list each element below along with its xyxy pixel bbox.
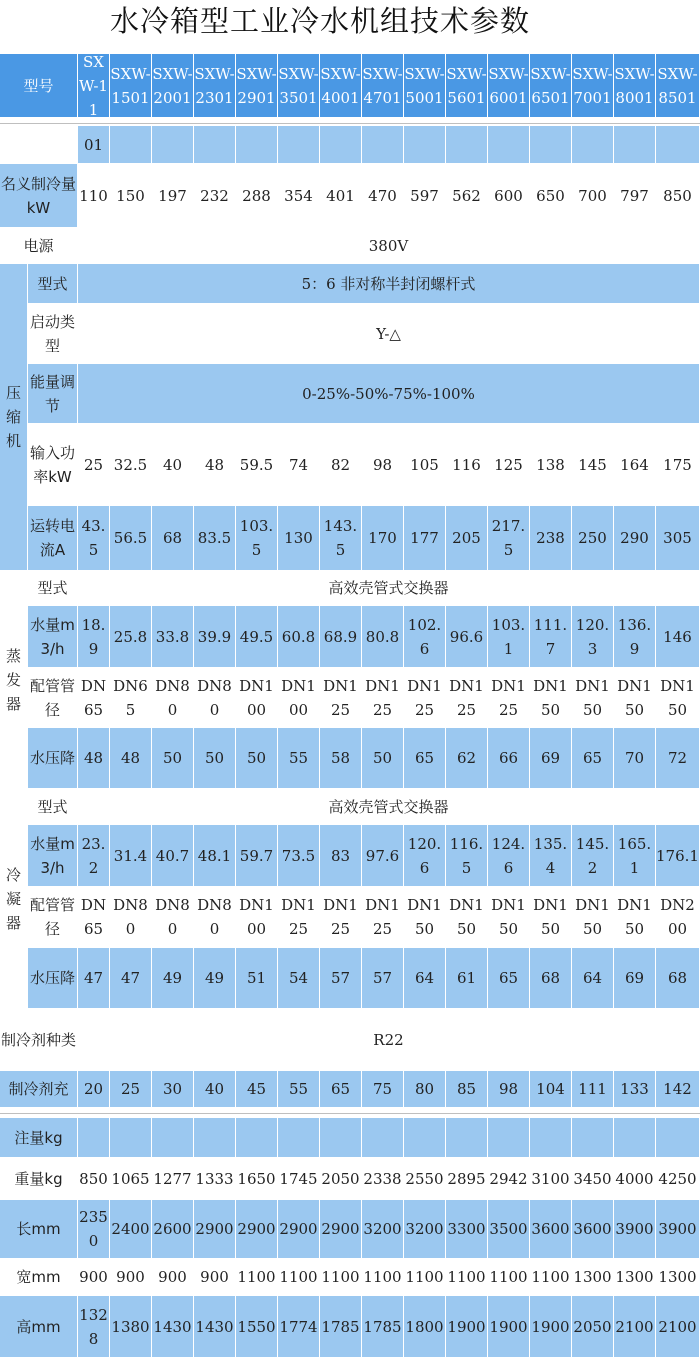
evap-drop-value: 72: [656, 728, 700, 789]
length-value: 2400: [110, 1200, 152, 1259]
capacity-value: 0-25%-50%-75%-100%: [78, 364, 700, 424]
header-label: 型号: [0, 54, 78, 118]
compressor-type-value: 5：6 非对称半封闭螺杆式: [78, 264, 700, 304]
row-label-evap-pipe: 配管管径: [28, 668, 78, 728]
evap-water-value: 33.8: [152, 606, 194, 668]
current-value: 83.5: [194, 506, 236, 571]
blank-cell: [278, 1118, 320, 1158]
length-value: 3200: [362, 1200, 404, 1259]
evap-drop-value: 65: [404, 728, 446, 789]
width-value: 900: [194, 1259, 236, 1296]
evap-pipe-value: DN150: [656, 668, 700, 728]
height-value: 1785: [362, 1296, 404, 1358]
evap-water-value: 102.6: [404, 606, 446, 668]
evap-pipe-value: DN150: [530, 668, 572, 728]
input-power-value: 105: [404, 424, 446, 506]
cond-pipe-value: DN150: [488, 887, 530, 948]
cooling-value: 110: [78, 164, 110, 228]
evap-drop-value: 50: [194, 728, 236, 789]
cond-drop-value: 51: [236, 948, 278, 1009]
weight-value: 2942: [488, 1158, 530, 1200]
cond-drop-value: 54: [278, 948, 320, 1009]
model-header: SXW-8501: [656, 54, 700, 118]
input-power-value: 32.5: [110, 424, 152, 506]
input-power-value: 74: [278, 424, 320, 506]
cooling-value: 797: [614, 164, 656, 228]
cond-pipe-value: DN150: [446, 887, 488, 948]
model-header: SXW-2001: [152, 54, 194, 118]
page-title: 水冷箱型工业冷水机组技术参数: [109, 4, 530, 38]
current-value: 238: [530, 506, 572, 571]
cond-pipe-value: DN200: [656, 887, 700, 948]
model-header: SXW-2301: [194, 54, 236, 118]
width-value: 1100: [320, 1259, 362, 1296]
weight-value: 1065: [110, 1158, 152, 1200]
blank-cell: [404, 1118, 446, 1158]
model-header: SXW-6501: [530, 54, 572, 118]
evap-pipe-value: DN125: [362, 668, 404, 728]
cond-water-value: 23.2: [78, 825, 110, 887]
input-power-value: 164: [614, 424, 656, 506]
cond-water-value: 116.5: [446, 825, 488, 887]
charge-value: 40: [194, 1071, 236, 1108]
blank-cell: [404, 126, 446, 164]
blank-cell: [488, 1118, 530, 1158]
cooling-value: 850: [656, 164, 700, 228]
group-evaporator: 蒸发器: [0, 571, 28, 789]
blank-cell: [656, 126, 700, 164]
current-value: 130: [278, 506, 320, 571]
row-label-charge-bottom: 注量kg: [0, 1118, 78, 1158]
width-value: 1100: [278, 1259, 320, 1296]
input-power-value: 25: [78, 424, 110, 506]
charge-value: 142: [656, 1071, 700, 1108]
row-label-compressor-type: 型式: [28, 264, 78, 304]
blank-cell: [362, 1118, 404, 1158]
input-power-value: 82: [320, 424, 362, 506]
weight-value: 4000: [614, 1158, 656, 1200]
cooling-value: 600: [488, 164, 530, 228]
cond-drop-value: 57: [362, 948, 404, 1009]
power-supply-value: 380V: [78, 228, 700, 264]
evap-pipe-value: DN65: [78, 668, 110, 728]
input-power-value: 116: [446, 424, 488, 506]
cond-pipe-value: DN65: [78, 887, 110, 948]
height-value: 1430: [152, 1296, 194, 1358]
width-value: 1100: [488, 1259, 530, 1296]
row-label-evap-type: 型式: [28, 571, 78, 606]
input-power-value: 48: [194, 424, 236, 506]
cooling-value: 470: [362, 164, 404, 228]
separator-line: [0, 1113, 700, 1114]
row-label-cooling: 名义制冷量kW: [0, 164, 78, 228]
weight-value: 1650: [236, 1158, 278, 1200]
evap-water-value: 120.3: [572, 606, 614, 668]
cooling-value: 597: [404, 164, 446, 228]
cond-water-value: 97.6: [362, 825, 404, 887]
blank-cell: [446, 1118, 488, 1158]
height-value: 2100: [656, 1296, 700, 1358]
model-header: SXW-4701: [362, 54, 404, 118]
evap-pipe-value: DN80: [194, 668, 236, 728]
current-value: 290: [614, 506, 656, 571]
input-power-value: 175: [656, 424, 700, 506]
charge-value: 80: [404, 1071, 446, 1108]
height-value: 2050: [572, 1296, 614, 1358]
cond-drop-value: 47: [110, 948, 152, 1009]
input-power-value: 98: [362, 424, 404, 506]
evap-pipe-value: DN80: [152, 668, 194, 728]
height-value: 1785: [320, 1296, 362, 1358]
evap-water-value: 111.7: [530, 606, 572, 668]
width-value: 900: [152, 1259, 194, 1296]
row-label-current: 运转电流A: [28, 506, 78, 571]
cond-water-value: 73.5: [278, 825, 320, 887]
model-overflow: 01: [78, 126, 110, 164]
model-header: SXW-6001: [488, 54, 530, 118]
length-value: 2600: [152, 1200, 194, 1259]
blank-cell: [530, 1118, 572, 1158]
height-value: 1380: [110, 1296, 152, 1358]
blank-cell: [320, 126, 362, 164]
row-label-power: 电源: [0, 228, 78, 264]
height-value: 1800: [404, 1296, 446, 1358]
length-value: 2350: [78, 1200, 110, 1259]
height-value: 1900: [488, 1296, 530, 1358]
evap-drop-value: 50: [236, 728, 278, 789]
blank-cell: [614, 1118, 656, 1158]
height-value: 1430: [194, 1296, 236, 1358]
evap-drop-value: 62: [446, 728, 488, 789]
cond-drop-value: 64: [404, 948, 446, 1009]
input-power-value: 145: [572, 424, 614, 506]
cond-water-value: 165.1: [614, 825, 656, 887]
evap-water-value: 25.8: [110, 606, 152, 668]
cond-pipe-value: DN80: [194, 887, 236, 948]
blank-cell: [488, 126, 530, 164]
cooling-value: 150: [110, 164, 152, 228]
cooling-value: 288: [236, 164, 278, 228]
blank-cell: [194, 1118, 236, 1158]
width-value: 1100: [362, 1259, 404, 1296]
group-compressor: 压缩机: [0, 264, 28, 571]
model-header: SXW-8001: [614, 54, 656, 118]
charge-value: 65: [320, 1071, 362, 1108]
cond-pipe-value: DN150: [404, 887, 446, 948]
cond-pipe-value: DN150: [614, 887, 656, 948]
weight-value: 1745: [278, 1158, 320, 1200]
blank-cell: [236, 126, 278, 164]
width-value: 1100: [446, 1259, 488, 1296]
current-value: 103.5: [236, 506, 278, 571]
charge-value: 133: [614, 1071, 656, 1108]
current-value: 143.5: [320, 506, 362, 571]
cond-drop-value: 49: [152, 948, 194, 1009]
cooling-value: 650: [530, 164, 572, 228]
cooling-value: 562: [446, 164, 488, 228]
cond-water-value: 145.2: [572, 825, 614, 887]
evap-water-value: 103.1: [488, 606, 530, 668]
height-value: 1774: [278, 1296, 320, 1358]
cond-water-value: 176.1: [656, 825, 700, 887]
cooling-value: 354: [278, 164, 320, 228]
blank-cell: [78, 1118, 110, 1158]
current-value: 250: [572, 506, 614, 571]
length-value: 3200: [404, 1200, 446, 1259]
evap-water-value: 136.9: [614, 606, 656, 668]
height-value: 2100: [614, 1296, 656, 1358]
blank-cell: [236, 1118, 278, 1158]
cond-pipe-value: DN100: [236, 887, 278, 948]
cooling-value: 700: [572, 164, 614, 228]
evap-water-value: 60.8: [278, 606, 320, 668]
cond-water-value: 124.6: [488, 825, 530, 887]
cond-water-value: 83: [320, 825, 362, 887]
input-power-value: 59.5: [236, 424, 278, 506]
evap-drop-value: 48: [110, 728, 152, 789]
current-value: 68: [152, 506, 194, 571]
evap-pipe-value: DN125: [404, 668, 446, 728]
evap-drop-value: 55: [278, 728, 320, 789]
weight-value: 2895: [446, 1158, 488, 1200]
charge-value: 45: [236, 1071, 278, 1108]
evap-drop-value: 58: [320, 728, 362, 789]
width-value: 1300: [572, 1259, 614, 1296]
weight-value: 3100: [530, 1158, 572, 1200]
cond-drop-value: 68: [656, 948, 700, 1009]
row-label-start: 启动类型: [28, 304, 78, 364]
evap-pipe-value: DN65: [110, 668, 152, 728]
row-label-capacity: 能量调节: [28, 364, 78, 424]
evap-water-value: 80.8: [362, 606, 404, 668]
model-header: SXW-1501: [110, 54, 152, 118]
blank-cell: [152, 126, 194, 164]
cond-water-value: 135.4: [530, 825, 572, 887]
input-power-value: 138: [530, 424, 572, 506]
blank-cell: [320, 1118, 362, 1158]
model-header: SXW-5601: [446, 54, 488, 118]
evap-pipe-value: DN125: [320, 668, 362, 728]
length-value: 2900: [236, 1200, 278, 1259]
weight-value: 1333: [194, 1158, 236, 1200]
width-value: 1100: [236, 1259, 278, 1296]
current-value: 170: [362, 506, 404, 571]
charge-value: 111: [572, 1071, 614, 1108]
current-value: 217.5: [488, 506, 530, 571]
refrigerant-value: R22: [78, 1009, 700, 1071]
length-value: 3600: [530, 1200, 572, 1259]
blank-cell: [572, 1118, 614, 1158]
row-label-input-power: 输入功率kW: [28, 424, 78, 506]
evap-pipe-value: DN150: [572, 668, 614, 728]
cond-drop-value: 61: [446, 948, 488, 1009]
charge-value: 85: [446, 1071, 488, 1108]
evap-drop-value: 70: [614, 728, 656, 789]
cond-drop-value: 65: [488, 948, 530, 1009]
cond-pipe-value: DN150: [530, 887, 572, 948]
length-value: 2900: [320, 1200, 362, 1259]
charge-value: 25: [110, 1071, 152, 1108]
cond-water-value: 48.1: [194, 825, 236, 887]
evap-drop-value: 48: [78, 728, 110, 789]
row-label-cond-pipe: 配管管径: [28, 887, 78, 948]
blank-cell: [110, 126, 152, 164]
cond-water-value: 59.7: [236, 825, 278, 887]
row-label-evap-water: 水量m3/h: [28, 606, 78, 668]
cond-drop-value: 47: [78, 948, 110, 1009]
charge-value: 55: [278, 1071, 320, 1108]
cond-type-value: 高效壳管式交换器: [78, 789, 700, 825]
width-value: 1100: [404, 1259, 446, 1296]
width-value: 1300: [614, 1259, 656, 1296]
input-power-value: 125: [488, 424, 530, 506]
model-header: SXW-3501: [278, 54, 320, 118]
spacer: [0, 118, 700, 126]
charge-value: 98: [488, 1071, 530, 1108]
cond-pipe-value: DN125: [320, 887, 362, 948]
model-header: SXW-7001: [572, 54, 614, 118]
evap-drop-value: 50: [152, 728, 194, 789]
length-value: 3900: [614, 1200, 656, 1259]
row-label-charge-top: 制冷剂充: [0, 1071, 78, 1108]
model-header: SXW-4001: [320, 54, 362, 118]
cond-drop-value: 57: [320, 948, 362, 1009]
length-value: 3500: [488, 1200, 530, 1259]
blank-cell: [530, 126, 572, 164]
blank-cell: [194, 126, 236, 164]
row-label-cond-drop: 水压降: [28, 948, 78, 1009]
cond-drop-value: 69: [614, 948, 656, 1009]
width-value: 1100: [530, 1259, 572, 1296]
group-condenser: 冷凝器: [0, 789, 28, 1009]
cond-drop-value: 68: [530, 948, 572, 1009]
height-value: 1328: [78, 1296, 110, 1358]
height-value: 1900: [446, 1296, 488, 1358]
current-value: 177: [404, 506, 446, 571]
evap-drop-value: 69: [530, 728, 572, 789]
cooling-value: 197: [152, 164, 194, 228]
cond-water-value: 31.4: [110, 825, 152, 887]
row-label-height: 高mm: [0, 1296, 78, 1358]
length-value: 3900: [656, 1200, 700, 1259]
weight-value: 3450: [572, 1158, 614, 1200]
weight-value: 2550: [404, 1158, 446, 1200]
model-header: SXW-11: [78, 54, 110, 118]
length-value: 2900: [194, 1200, 236, 1259]
evap-pipe-value: DN150: [614, 668, 656, 728]
height-value: 1900: [530, 1296, 572, 1358]
cond-drop-value: 64: [572, 948, 614, 1009]
blank-cell: [656, 1118, 700, 1158]
evap-pipe-value: DN125: [488, 668, 530, 728]
evap-pipe-value: DN125: [446, 668, 488, 728]
row-label-cond-water: 水量m3/h: [28, 825, 78, 887]
row-label-length: 长mm: [0, 1200, 78, 1259]
evap-pipe-value: DN100: [278, 668, 320, 728]
evap-water-value: 146: [656, 606, 700, 668]
height-value: 1550: [236, 1296, 278, 1358]
charge-value: 75: [362, 1071, 404, 1108]
evap-water-value: 96.6: [446, 606, 488, 668]
weight-value: 1277: [152, 1158, 194, 1200]
row-label-refrigerant: 制冷剂种类: [0, 1009, 78, 1071]
model-header: SXW-2901: [236, 54, 278, 118]
current-value: 56.5: [110, 506, 152, 571]
cond-pipe-value: DN125: [362, 887, 404, 948]
row-label-evap-drop: 水压降: [28, 728, 78, 789]
blank-cell: [362, 126, 404, 164]
width-value: 1300: [656, 1259, 700, 1296]
length-value: 3600: [572, 1200, 614, 1259]
weight-value: 2338: [362, 1158, 404, 1200]
separator-line: [0, 123, 700, 124]
input-power-value: 40: [152, 424, 194, 506]
blank-cell: [614, 126, 656, 164]
cond-water-value: 40.7: [152, 825, 194, 887]
cooling-value: 232: [194, 164, 236, 228]
current-value: 205: [446, 506, 488, 571]
cond-drop-value: 49: [194, 948, 236, 1009]
charge-value: 30: [152, 1071, 194, 1108]
cond-pipe-value: DN125: [278, 887, 320, 948]
current-value: 305: [656, 506, 700, 571]
evap-pipe-value: DN100: [236, 668, 278, 728]
blank-cell: [278, 126, 320, 164]
evap-drop-value: 66: [488, 728, 530, 789]
length-value: 2900: [278, 1200, 320, 1259]
evap-type-value: 高效壳管式交换器: [78, 571, 700, 606]
row-label-weight: 重量kg: [0, 1158, 78, 1200]
blank-cell: [446, 126, 488, 164]
blank-cell: [152, 1118, 194, 1158]
row-label-width: 宽mm: [0, 1259, 78, 1296]
evap-water-value: 49.5: [236, 606, 278, 668]
blank-cell: [572, 126, 614, 164]
cond-water-value: 120.6: [404, 825, 446, 887]
length-value: 3300: [446, 1200, 488, 1259]
cond-pipe-value: DN150: [572, 887, 614, 948]
cond-pipe-value: DN80: [110, 887, 152, 948]
weight-value: 850: [78, 1158, 110, 1200]
cooling-value: 401: [320, 164, 362, 228]
evap-water-value: 68.9: [320, 606, 362, 668]
width-value: 900: [78, 1259, 110, 1296]
evap-water-value: 39.9: [194, 606, 236, 668]
cond-pipe-value: DN80: [152, 887, 194, 948]
blank-cell: [110, 1118, 152, 1158]
charge-value: 20: [78, 1071, 110, 1108]
charge-value: 104: [530, 1071, 572, 1108]
start-type-value: Y-△: [78, 304, 700, 364]
evap-drop-value: 50: [362, 728, 404, 789]
width-value: 900: [110, 1259, 152, 1296]
row-label-blank: [0, 126, 78, 164]
evap-water-value: 18.9: [78, 606, 110, 668]
model-header: SXW-5001: [404, 54, 446, 118]
evap-drop-value: 65: [572, 728, 614, 789]
weight-value: 2050: [320, 1158, 362, 1200]
current-value: 43.5: [78, 506, 110, 571]
row-label-cond-type: 型式: [28, 789, 78, 825]
weight-value: 4250: [656, 1158, 700, 1200]
